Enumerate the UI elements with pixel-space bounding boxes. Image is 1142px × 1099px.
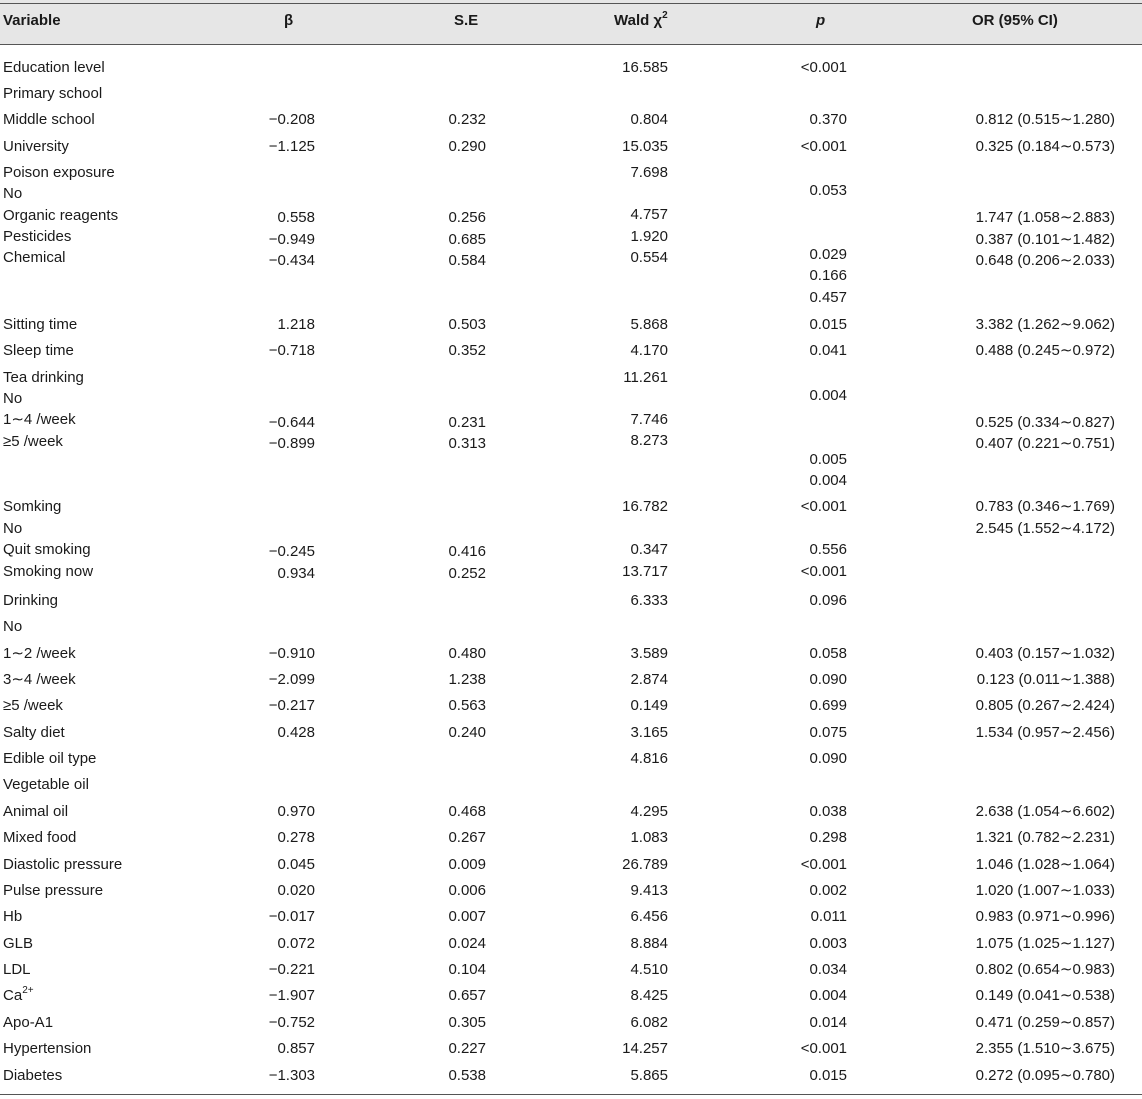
- variable-text: 1∼4 /week: [3, 411, 76, 428]
- top-rule: [0, 3, 1142, 4]
- variable-cell: [3, 138, 69, 156]
- p-cell: <0.001: [800, 59, 847, 76]
- or-cell: 1.321 (0.782∼2.231): [975, 829, 1115, 846]
- or-cell: 1.075 (1.025∼1.127): [975, 935, 1115, 952]
- variable-text: 1∼2 /week: [3, 645, 76, 662]
- variable-cell: [3, 1014, 53, 1032]
- p-cell: 0.053: [809, 182, 847, 199]
- beta-cell: 0.970: [277, 803, 315, 820]
- wald-cell: 0.347: [630, 541, 668, 558]
- variable-text: Hb: [3, 908, 23, 925]
- wald-cell: 26.789: [622, 856, 668, 873]
- p-cell: 0.015: [809, 316, 847, 333]
- beta-cell: 0.072: [277, 935, 315, 952]
- variable-cell: [3, 750, 96, 768]
- p-cell: 0.298: [809, 829, 847, 846]
- se-cell: 0.503: [448, 316, 486, 333]
- variable-cell: [3, 645, 76, 663]
- variable-cell: [3, 856, 122, 874]
- variable-text: University: [3, 138, 69, 155]
- beta-cell: 0.045: [277, 856, 315, 873]
- wald-cell: 4.757: [630, 206, 668, 223]
- wald-cell: 4.816: [630, 750, 668, 767]
- header-rule: [0, 44, 1142, 45]
- variable-cell: [3, 987, 34, 1005]
- beta-cell: −0.644: [268, 414, 315, 431]
- or-cell: 2.355 (1.510∼3.675): [975, 1040, 1115, 1057]
- variable-cell: [3, 249, 66, 267]
- or-cell: 0.407 (0.221∼0.751): [975, 435, 1115, 452]
- wald-cell: 5.865: [630, 1067, 668, 1084]
- variable-cell: [3, 776, 89, 794]
- p-cell: <0.001: [800, 563, 847, 580]
- beta-cell: 0.857: [277, 1040, 315, 1057]
- se-cell: 0.007: [448, 908, 486, 925]
- p-cell: 0.556: [809, 541, 847, 558]
- or-cell: 0.805 (0.267∼2.424): [975, 697, 1115, 714]
- variable-cell: [3, 935, 33, 953]
- variable-cell: [3, 390, 22, 408]
- wald-cell: 7.698: [630, 164, 668, 181]
- header-wald: [614, 11, 668, 31]
- variable-cell: [3, 164, 115, 182]
- header-wald-text: Wald χ: [614, 12, 663, 29]
- p-cell: 0.457: [809, 289, 847, 306]
- beta-cell: −0.017: [268, 908, 315, 925]
- beta-cell: −0.221: [268, 961, 315, 978]
- p-cell: 0.090: [809, 671, 847, 688]
- variable-text: GLB: [3, 935, 34, 952]
- se-cell: 0.006: [448, 882, 486, 899]
- wald-cell: 9.413: [630, 882, 668, 899]
- se-cell: 0.252: [448, 565, 486, 582]
- or-cell: 0.525 (0.334∼0.827): [975, 414, 1115, 431]
- beta-cell: −0.434: [268, 252, 315, 269]
- variable-text: No: [3, 618, 23, 635]
- header-beta: β: [284, 12, 294, 29]
- variable-text: Apo-A1: [3, 1014, 54, 1031]
- se-cell: 0.104: [448, 961, 486, 978]
- variable-text: Organic reagents: [3, 207, 119, 224]
- variable-text: Quit smoking: [3, 541, 91, 558]
- header-or: OR (95% CI): [972, 12, 1058, 29]
- variable-text: Pesticides: [3, 228, 72, 245]
- se-cell: 0.352: [448, 342, 486, 359]
- variable-cell: [3, 433, 63, 451]
- variable-text: LDL: [3, 961, 31, 978]
- wald-cell: 6.456: [630, 908, 668, 925]
- or-cell: 0.802 (0.654∼0.983): [975, 961, 1115, 978]
- header-variable: Variable: [3, 12, 61, 29]
- or-cell: 0.812 (0.515∼1.280): [975, 111, 1115, 128]
- variable-cell: [3, 697, 63, 715]
- variable-cell: [3, 563, 93, 581]
- or-cell: 0.783 (0.346∼1.769): [975, 498, 1115, 515]
- beta-cell: −0.245: [268, 543, 315, 560]
- p-cell: 0.038: [809, 803, 847, 820]
- se-cell: 0.468: [448, 803, 486, 820]
- beta-cell: −0.910: [268, 645, 315, 662]
- variable-text: Primary school: [3, 85, 103, 102]
- se-cell: 0.538: [448, 1067, 486, 1084]
- variable-text: Diabetes: [3, 1067, 63, 1084]
- or-cell: 2.638 (1.054∼6.602): [975, 803, 1115, 820]
- p-cell: 0.096: [809, 592, 847, 609]
- or-cell: 1.534 (0.957∼2.456): [975, 724, 1115, 741]
- se-cell: 0.024: [448, 935, 486, 952]
- wald-cell: 4.295: [630, 803, 668, 820]
- wald-cell: 2.874: [630, 671, 668, 688]
- wald-cell: 1.083: [630, 829, 668, 846]
- se-cell: 0.480: [448, 645, 486, 662]
- se-cell: 0.305: [448, 1014, 486, 1031]
- variable-cell: [3, 498, 61, 516]
- beta-cell: 0.020: [277, 882, 315, 899]
- variable-text: Chemical: [3, 249, 66, 266]
- wald-cell: 11.261: [623, 369, 668, 386]
- beta-cell: 0.934: [277, 565, 315, 582]
- variable-cell: [3, 724, 65, 742]
- or-cell: 0.325 (0.184∼0.573): [975, 138, 1115, 155]
- beta-cell: −2.099: [268, 671, 315, 688]
- or-cell: 0.471 (0.259∼0.857): [975, 1014, 1115, 1031]
- p-cell: 0.005: [809, 451, 847, 468]
- or-cell: 0.648 (0.206∼2.033): [975, 252, 1115, 269]
- wald-cell: 8.884: [630, 935, 668, 952]
- wald-cell: 0.149: [630, 697, 668, 714]
- beta-cell: 1.218: [277, 316, 315, 333]
- p-cell: 0.041: [809, 342, 847, 359]
- variable-text: No: [3, 185, 23, 202]
- variable-cell: [3, 1067, 62, 1085]
- p-cell: <0.001: [800, 1040, 847, 1057]
- wald-cell: 13.717: [622, 563, 668, 580]
- wald-cell: 1.920: [630, 228, 668, 245]
- se-cell: 0.584: [448, 252, 486, 269]
- p-cell: <0.001: [800, 856, 847, 873]
- variable-cell: [3, 541, 91, 559]
- p-cell: 0.004: [809, 387, 847, 404]
- or-cell: 1.020 (1.007∼1.033): [975, 882, 1115, 899]
- p-cell: 0.699: [809, 697, 847, 714]
- variable-text: Sitting time: [3, 316, 78, 333]
- variable-cell: [3, 369, 84, 387]
- se-cell: 0.267: [448, 829, 486, 846]
- wald-cell: 0.554: [630, 249, 668, 266]
- variable-text: Drinking: [3, 592, 59, 609]
- wald-cell: 6.333: [630, 592, 668, 609]
- wald-cell: 8.425: [630, 987, 668, 1004]
- variable-text: Pulse pressure: [3, 882, 104, 899]
- variable-cell: [3, 111, 95, 129]
- variable-text: Poison exposure: [3, 164, 115, 181]
- wald-cell: 3.165: [630, 724, 668, 741]
- se-cell: 0.290: [448, 138, 486, 155]
- variable-cell: [3, 411, 76, 429]
- p-cell: 0.166: [809, 267, 847, 284]
- p-cell: 0.015: [809, 1067, 847, 1084]
- variable-text: Edible oil type: [3, 750, 97, 767]
- or-cell: 0.123 (0.011∼1.388): [976, 671, 1115, 688]
- header-se: S.E: [454, 12, 479, 29]
- variable-cell: [3, 185, 22, 203]
- beta-cell: −1.125: [268, 138, 315, 155]
- variable-cell: [3, 618, 22, 636]
- variable-text: Mixed food: [3, 829, 77, 846]
- wald-cell: 14.257: [622, 1040, 668, 1057]
- variable-text: ≥5 /week: [3, 697, 63, 714]
- se-cell: 0.009: [448, 856, 486, 873]
- p-cell: 0.075: [809, 724, 847, 741]
- variable-cell: [3, 85, 102, 103]
- beta-cell: −0.752: [268, 1014, 315, 1031]
- variable-cell: [3, 961, 31, 979]
- or-cell: 1.747 (1.058∼2.883): [975, 209, 1115, 226]
- variable-text: No: [3, 520, 23, 537]
- variable-text: Education level: [3, 59, 105, 76]
- wald-cell: 4.510: [630, 961, 668, 978]
- or-cell: 0.272 (0.095∼0.780): [975, 1067, 1115, 1084]
- variable-cell: [3, 829, 76, 847]
- se-cell: 0.256: [448, 209, 486, 226]
- p-cell: 0.004: [809, 472, 847, 489]
- beta-cell: −0.208: [268, 111, 315, 128]
- variable-text: Diastolic pressure: [3, 856, 123, 873]
- variable-text: Ca: [3, 987, 23, 1004]
- se-cell: 0.313: [448, 435, 486, 452]
- variable-text: Hypertension: [3, 1040, 92, 1057]
- p-cell: 0.002: [809, 882, 847, 899]
- variable-cell: [3, 520, 22, 538]
- se-cell: 0.657: [448, 987, 486, 1004]
- variable-text: Sleep time: [3, 342, 74, 359]
- p-cell: 0.014: [809, 1014, 847, 1031]
- variable-text: Smoking now: [3, 563, 94, 580]
- wald-cell: 6.082: [630, 1014, 668, 1031]
- variable-text: Tea drinking: [3, 369, 84, 386]
- beta-cell: −0.718: [268, 342, 315, 359]
- variable-cell: [3, 592, 58, 610]
- beta-cell: −1.303: [268, 1067, 315, 1084]
- variable-text: 3∼4 /week: [3, 671, 76, 688]
- wald-cell: 8.273: [630, 432, 668, 449]
- or-cell: 2.545 (1.552∼4.172): [975, 520, 1115, 537]
- bottom-rule: [0, 1094, 1142, 1095]
- or-cell: 0.403 (0.157∼1.032): [975, 645, 1115, 662]
- variable-cell: [3, 671, 76, 689]
- p-cell: 0.011: [810, 908, 847, 925]
- p-cell: 0.370: [809, 111, 847, 128]
- wald-cell: 7.746: [630, 411, 668, 428]
- p-cell: 0.003: [809, 935, 847, 952]
- p-cell: 0.090: [809, 750, 847, 767]
- wald-cell: 16.585: [622, 59, 668, 76]
- variable-text: Animal oil: [3, 803, 69, 820]
- se-cell: 0.685: [448, 231, 486, 248]
- variable-cell: [3, 207, 118, 225]
- or-cell: 0.983 (0.971∼0.996): [975, 908, 1115, 925]
- se-cell: 0.231: [448, 414, 486, 431]
- p-cell: 0.029: [809, 246, 847, 263]
- p-cell: 0.058: [809, 645, 847, 662]
- beta-cell: −0.899: [268, 435, 315, 452]
- wald-cell: 3.589: [630, 645, 668, 662]
- variable-text: Middle school: [3, 111, 95, 128]
- or-cell: 0.488 (0.245∼0.972): [975, 342, 1115, 359]
- beta-cell: 0.278: [277, 829, 315, 846]
- beta-cell: −0.949: [268, 231, 315, 248]
- p-cell: 0.004: [809, 987, 847, 1004]
- variable-cell: [3, 1040, 91, 1058]
- table-header-row: [0, 0, 1142, 44]
- p-cell: <0.001: [800, 138, 847, 155]
- header-p: p: [816, 12, 826, 29]
- variable-cell: [3, 342, 74, 360]
- se-cell: 0.232: [448, 111, 486, 128]
- beta-cell: 0.558: [277, 209, 315, 226]
- variable-text: Salty diet: [3, 724, 65, 741]
- wald-cell: 16.782: [622, 498, 668, 515]
- variable-text: Somking: [3, 498, 62, 515]
- se-cell: 0.416: [448, 543, 486, 560]
- beta-cell: 0.428: [277, 724, 315, 741]
- se-cell: 0.227: [448, 1040, 486, 1057]
- variable-cell: [3, 908, 22, 926]
- variable-cell: [3, 803, 68, 821]
- variable-cell: [3, 59, 105, 77]
- or-cell: 3.382 (1.262∼9.062): [975, 316, 1115, 333]
- variable-text: Vegetable oil: [3, 776, 89, 793]
- p-cell: <0.001: [800, 498, 847, 515]
- variable-superscript: 2+: [22, 985, 34, 996]
- se-cell: 1.238: [448, 671, 486, 688]
- p-cell: 0.034: [809, 961, 847, 978]
- header-wald-superscript: 2: [662, 10, 668, 21]
- se-cell: 0.563: [448, 697, 486, 714]
- or-cell: 1.046 (1.028∼1.064): [975, 856, 1115, 873]
- wald-cell: 5.868: [630, 316, 668, 333]
- or-cell: 0.387 (0.101∼1.482): [975, 231, 1115, 248]
- variable-text: No: [3, 390, 23, 407]
- variable-cell: [3, 882, 103, 900]
- wald-cell: 15.035: [622, 138, 668, 155]
- or-cell: 0.149 (0.041∼0.538): [975, 987, 1115, 1004]
- wald-cell: 0.804: [630, 111, 668, 128]
- variable-cell: [3, 228, 71, 246]
- wald-cell: 4.170: [630, 342, 668, 359]
- beta-cell: −0.217: [268, 697, 315, 714]
- se-cell: 0.240: [448, 724, 486, 741]
- variable-cell: [3, 316, 77, 334]
- variable-text: ≥5 /week: [3, 433, 63, 450]
- beta-cell: −1.907: [268, 987, 315, 1004]
